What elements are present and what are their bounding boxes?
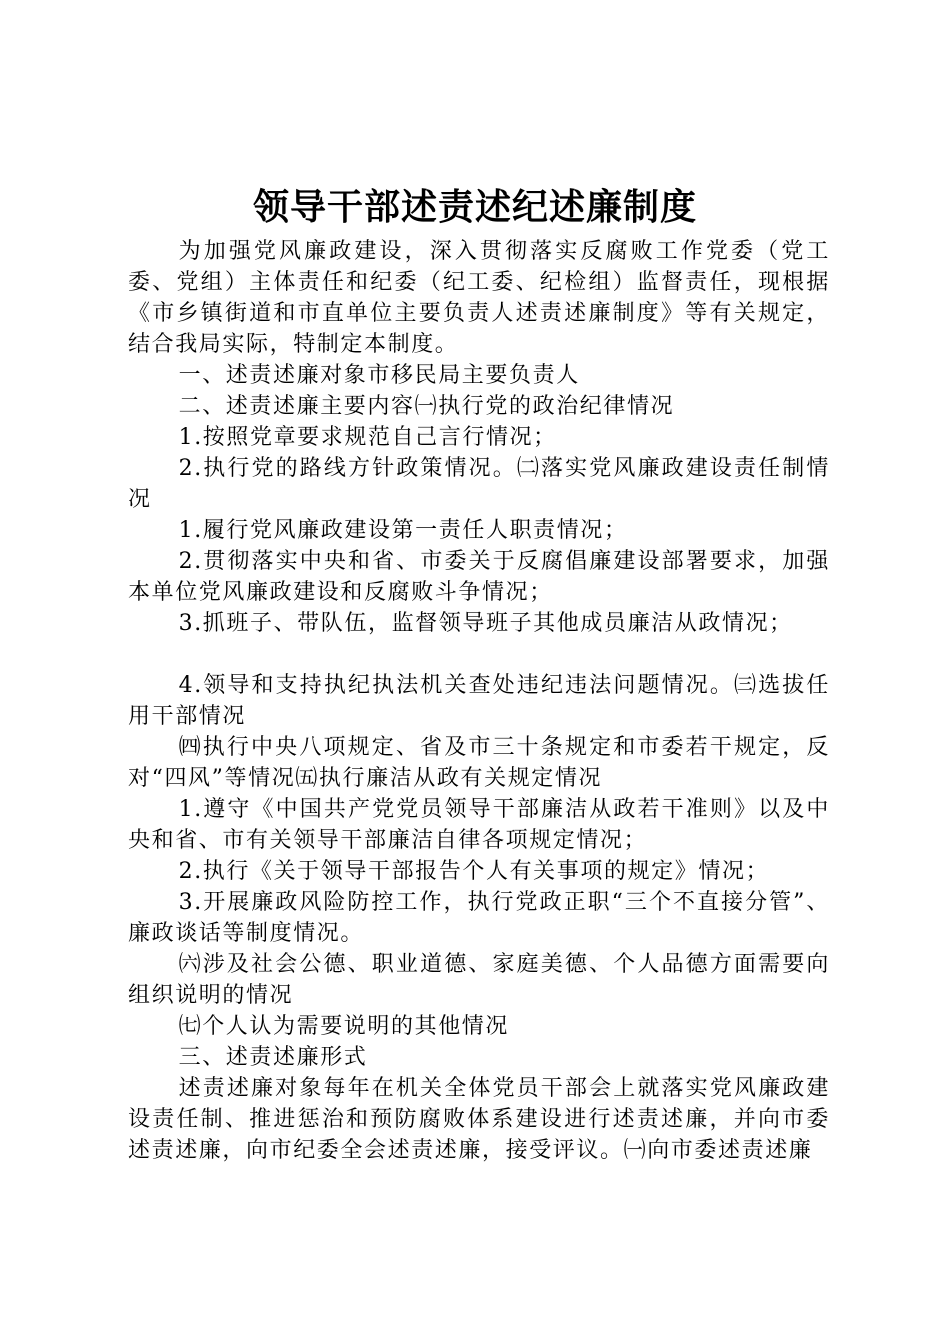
paragraph-item: 2.贯彻落实中央和省、市委关于反腐倡廉建设部署要求，加强本单位党风廉政建设和反腐败斗争情况；: [128, 549, 830, 605]
paragraph-item: 述责述廉对象每年在机关全体党员干部会上就落实党风廉政建设责任制、推进惩治和预防腐败体系建设进行述责述廉，并向市委述责述廉，向市纪委全会述责述廉，接受评议。㈠向市委述责述廉: [128, 1076, 830, 1163]
paragraph-item: 3.开展廉政风险防控工作，执行党政正职“三个不直接分管”、廉政谈话等制度情况。: [128, 890, 830, 946]
paragraph-item: 1.按照党章要求规范自己言行情况；: [178, 425, 557, 450]
paragraph-item: 2.执行党的路线方针政策情况。㈡落实党风廉政建设责任制情况: [128, 456, 830, 512]
paragraph-item: 4.领导和支持执纪执法机关查处违纪违法问题情况。㈢选拔任用干部情况: [128, 673, 830, 729]
paragraph-item: ㈦个人认为需要说明的其他情况: [178, 1014, 509, 1039]
paragraph-item: 1.履行党风廉政建设第一责任人职责情况；: [178, 518, 628, 543]
paragraph-item: 1.遵守《中国共产党党员领导干部廉洁从政若干准则》以及中央和省、市有关领导干部廉洁自律各项规定情况；: [128, 797, 830, 853]
paragraph-intro: 为加强党风廉政建设，深入贯彻落实反腐败工作党委（党工委、党组）主体责任和纪委（纪工委、纪检组）监督责任，现根据《市乡镇街道和市直单位主要负责人述责述廉制度》等有关规定，结合我局实际，特制定本制度。: [128, 239, 830, 357]
paragraph-section-3: 三、述责述廉形式: [178, 1045, 368, 1070]
paragraph-item: ㈣执行中央八项规定、省及市三十条规定和市委若干规定，反对“四风”等情况㈤执行廉洁从政有关规定情况: [128, 735, 830, 791]
document-body: [128, 236, 830, 1166]
paragraph-section-1: 一、述责述廉对象市移民局主要负责人: [178, 363, 580, 388]
paragraph-section-2: 二、述责述廉主要内容㈠执行党的政治纪律情况: [178, 394, 675, 419]
paragraph-item: 3.抓班子、带队伍，监督领导班子其他成员廉洁从政情况；: [178, 611, 793, 636]
paragraph-item: ㈥涉及社会公德、职业道德、家庭美德、个人品德方面需要向组织说明的情况: [128, 952, 830, 1008]
paragraph-item: 2.执行《关于领导干部报告个人有关事项的规定》情况；: [178, 859, 770, 884]
document-title: 领导干部述责述纪述廉制度: [252, 187, 697, 228]
